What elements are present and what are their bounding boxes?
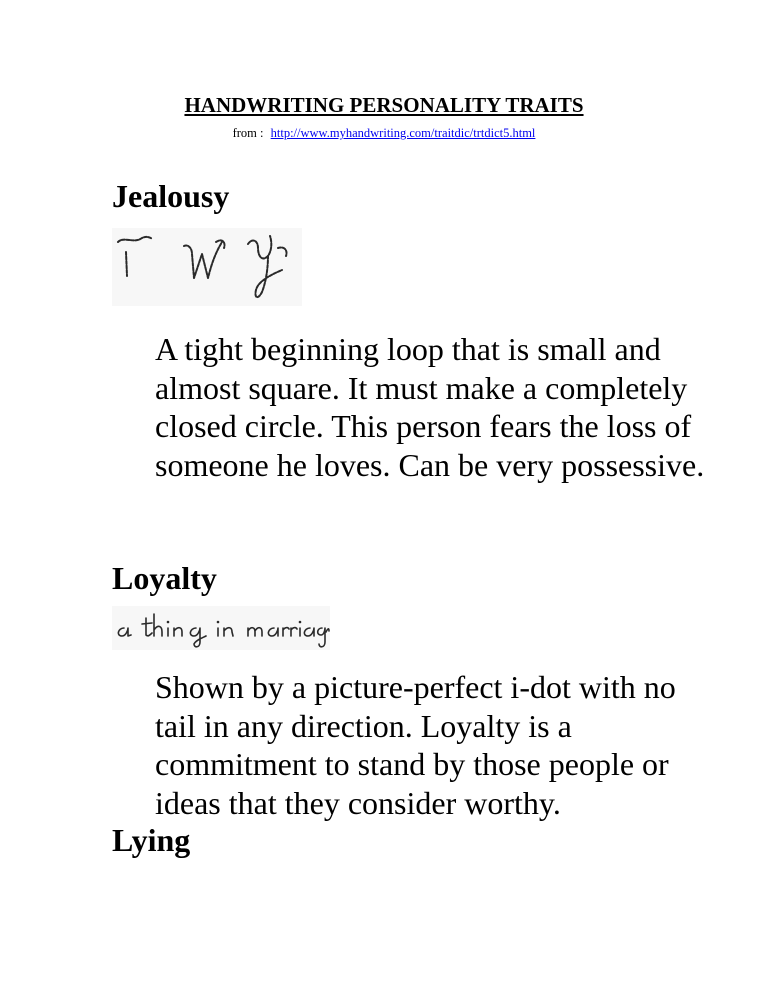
trait-heading-lying: Lying [112, 822, 191, 858]
source-line [0, 125, 768, 141]
loyalty-handwriting-sample [112, 606, 330, 650]
jealousy-handwriting-sample [112, 228, 302, 306]
trait-description-jealousy: A tight beginning loop that is small and almost square. It must make a completely closed circle. This person fears the loss of someone he loves. Can be very possessive. [155, 331, 705, 483]
trait-heading-loyalty: Loyalty [112, 560, 217, 596]
trait-description-loyalty: Shown by a picture-perfect i-dot with no tail in any direction. Loyalty is a commitment to stand by those people or ideas that they consider worthy. [155, 669, 676, 821]
source-prefix: from : [232, 126, 264, 140]
trait-heading-jealousy: Jealousy [112, 178, 230, 214]
document-title: HANDWRITING PERSONALITY TRAITS [184, 93, 584, 117]
handwriting-sample-image [112, 228, 302, 306]
handwriting-sample-image [112, 606, 330, 650]
source-link[interactable]: http://www.myhandwriting.com/traitdic/trtdict5.html [270, 126, 536, 140]
